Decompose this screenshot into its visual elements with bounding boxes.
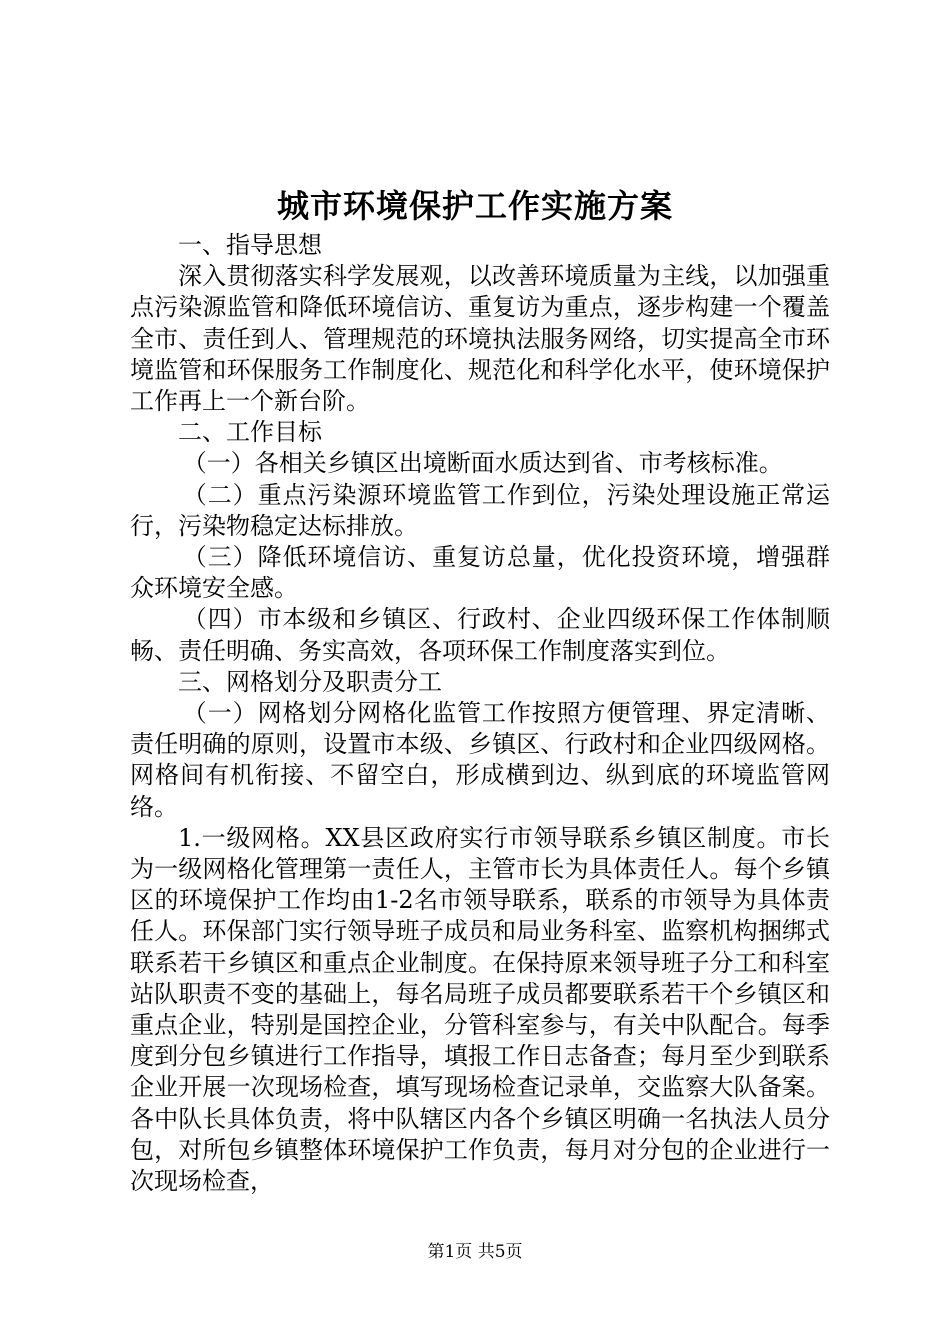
- section-heading-3: 三、网格划分及职责分工: [178, 667, 442, 696]
- goal-item-1: （一）各相关乡镇区出境断面水质达到省、市考核标准。: [182, 449, 783, 478]
- section-heading-1: 一、指导思想: [178, 231, 322, 259]
- document-title: 城市环境保护工作实施方案: [276, 187, 673, 225]
- paragraph-guiding-thought: 深入贯彻落实科学发展观，以改善环境质量为主线，以加强重点污染源监管和降低环境信访、重复访为重点，逐步构建一个覆盖全市、责任到人、管理规范的环境执法服务网络，切实提高全市环境监管和环保服务工作制度化、规范化和科学化水平，使环境保护工作再上一个新台阶。: [130, 262, 830, 416]
- document-body: [130, 230, 830, 1197]
- page-footer: 第1页 共5页: [427, 1242, 523, 1262]
- goal-item-3: （三）降低环境信访、重复访总量，优化投资环境，增强群众环境安全感。: [130, 543, 830, 603]
- grid-division-paragraph: （一）网格划分网格化监管工作按照方便管理、界定清晰、责任明确的原则，设置市本级、乡镇区、行政村和企业四级网格。网格间有机衔接、不留空白，形成横到边、纵到底的环境监管网络。: [130, 699, 830, 821]
- goal-item-2: （二）重点污染源环境监管工作到位，污染处理设施正常运行，污染物稳定达标排放。: [130, 480, 830, 540]
- section-heading-2: 二、工作目标: [178, 418, 322, 447]
- level-one-grid-paragraph: 1.一级网格。XX县区政府实行市领导联系乡镇区制度。市长为一级网格化管理第一责任人，主管市长为具体责任人。每个乡镇区的环境保护工作均由1-2名市领导联系，联系的市领导为具体责任人。环保部门实行领导班子成员和局业务科室、监察机构捆绑式联系若干乡镇区和重点企业制度。在保持原来领导班子分工和科室站队职责不变的基础上，每名局班子成员都要联系若干个乡镇区和重点企业，特别是国控企业，分管科室参与，有关中队配合。每季度到分包乡镇进行工作指导，填报工作日志备查；每月至少到联系企业开展一次现场检查，填写现场检查记录单，交监察大队备案。各中队长具体负责，将中队辖区内各个乡镇区明确一名执法人员分包，对所包乡镇整体环境保护工作负责，每月对分包的企业进行一次现场检查，: [130, 823, 830, 1196]
- goal-item-4: （四）市本级和乡镇区、行政村、企业四级环保工作体制顺畅、责任明确、务实高效，各项环保工作制度落实到位。: [130, 605, 830, 665]
